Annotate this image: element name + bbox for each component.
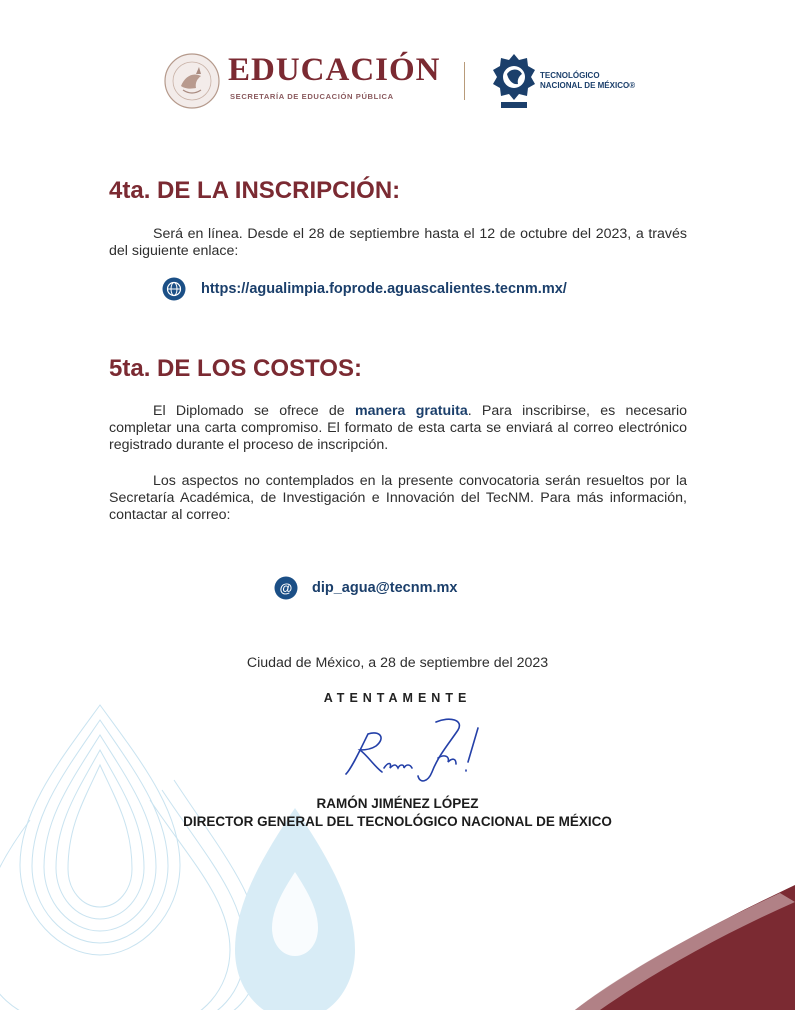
p1-before: El Diplomado se ofrece de bbox=[153, 403, 355, 419]
free-of-charge-emphasis: manera gratuita bbox=[354, 403, 468, 419]
signer-name: RAMÓN JIMÉNEZ LÓPEZ bbox=[316, 796, 479, 811]
section-5-paragraph-1 bbox=[109, 403, 687, 454]
tecnm-name bbox=[540, 71, 635, 91]
tecnm-line-2 bbox=[540, 81, 635, 91]
registration-link-row[interactable] bbox=[162, 277, 567, 301]
place-and-date: Ciudad de México, a 28 de septiembre del 2023 bbox=[246, 655, 549, 671]
section-4-paragraph: Será en línea. Desde el 28 de septiembre hasta el 12 de octubre del 2023, a través del siguiente enlace: bbox=[109, 226, 687, 259]
signer-title: DIRECTOR GENERAL DEL TECNOLÓGICO NACIONAL DE MÉXICO bbox=[183, 814, 612, 829]
header-divider bbox=[464, 62, 465, 100]
at-sign-icon bbox=[274, 576, 298, 600]
atentamente-label: ATENTAMENTE bbox=[323, 691, 472, 705]
mexico-seal-icon bbox=[163, 52, 221, 110]
section-5-paragraph-2: Los aspectos no contemplados en la presente convocatoria serán resueltos por la Secretaría Académica, de Investigación e Innovación del TecNM. Para más información, contactar al correo: bbox=[109, 473, 687, 523]
tecnm-logo-icon bbox=[491, 52, 537, 110]
svg-text:@: @ bbox=[279, 580, 293, 596]
section-5-heading: 5ta. DE LOS COSTOS: bbox=[109, 355, 362, 382]
tecnm-line-2-text: NACIONAL DE MÉXICO bbox=[540, 81, 630, 90]
tecnm-line-1: TECNOLÓGICO bbox=[540, 71, 600, 80]
section-4-heading: 4ta. DE LA INSCRIPCIÓN: bbox=[109, 177, 401, 204]
p1-after: . Para inscribirse, es necesario completar una carta compromiso. El formato de esta carta se enviará al correo electrónico registrado durante el proceso de inscripción. bbox=[109, 403, 687, 453]
education-subtitle: SECRETARÍA DE EDUCACIÓN PÚBLICA bbox=[230, 92, 394, 101]
contact-email-row[interactable] bbox=[274, 576, 457, 600]
globe-icon bbox=[162, 277, 186, 301]
registration-link[interactable]: https://agualimpia.foprode.aguascalientes.tecnm.mx/ bbox=[201, 281, 567, 297]
contact-email[interactable]: dip_agua@tecnm.mx bbox=[312, 580, 458, 596]
registered-mark: ® bbox=[629, 81, 636, 90]
handwritten-signature bbox=[338, 716, 508, 790]
education-title: EDUCACIÓN bbox=[228, 52, 441, 88]
